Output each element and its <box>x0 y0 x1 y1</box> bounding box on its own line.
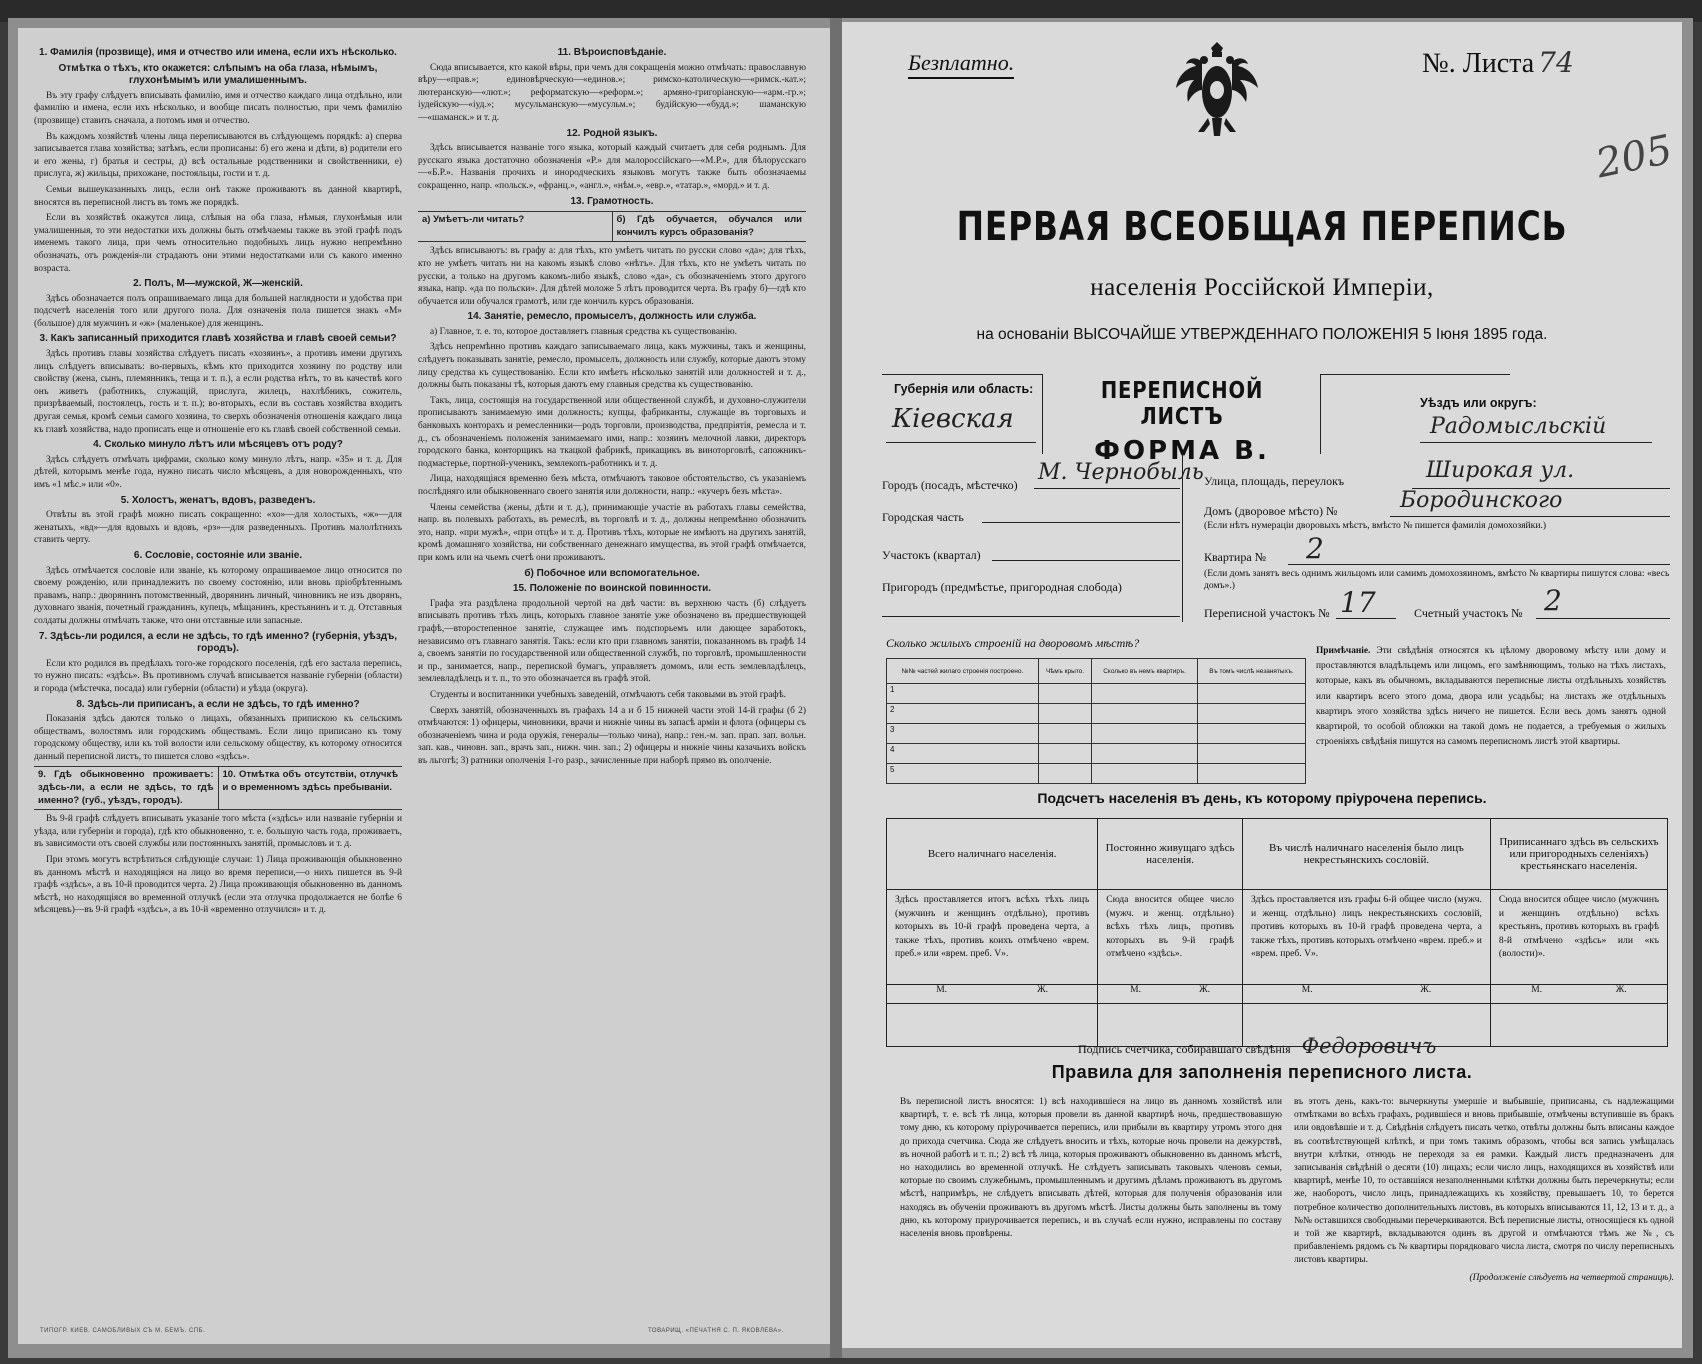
buildings-header-vacant: Въ томъ числѣ незанятыхъ. <box>1197 659 1305 684</box>
pop-desc-total: Здѣсь проставляется итогъ всѣхъ тѣхъ лицъ (мужчинъ и женщинъ отдѣльно), противъ которыхъ въ 10-й графѣ проведена черта, а также тѣхъ, противъ коихъ отмѣчено «врем. преб.» или «врем. преб. V». <box>887 890 1098 985</box>
buildings-header-apartments: Сколько въ немъ квартиръ. <box>1092 659 1198 684</box>
schetny-value: 2 <box>1544 584 1562 617</box>
pop-header-non-peasant: Въ числѣ наличнаго населенія было лицъ некрестьянскихъ сословій. <box>1242 819 1490 890</box>
section-heading: 6. Сословіе, состояніе или званіе. <box>133 549 303 561</box>
buildings-row-number: 5 <box>887 764 1039 784</box>
perepis-uchastok-underline <box>1336 618 1396 619</box>
uezd-underline <box>1420 442 1652 443</box>
instruction-paragraph: Въ 9-й графѣ слѣдуетъ вписывать указаніе того мѣста («здѣсь» или названіе губерніи и уѣзда, или губерніи и города), гдѣ кто обыкновенно, т. е. большую часть года, проживаетъ, въ зависимости отъ своей службы или постоянныхъ занятій, промысловъ и т. д. <box>34 814 402 850</box>
buildings-row-number: 1 <box>887 684 1039 704</box>
section-heading: 4. Сколько минуло лѣтъ или мѣсяцевъ отъ роду? <box>93 439 343 451</box>
instruction-paragraph: Студенты и воспитанники учебныхъ заведеній, отмѣчаютъ себя таковыми въ этой графѣ. <box>430 689 786 700</box>
gorod-underline <box>1034 488 1180 489</box>
census-legal-basis: на основаніи ВЫСОЧАЙШЕ УТВЕРЖДЕННАГО ПОЛОЖЕНІЯ 5 Іюня 1895 года. <box>976 326 1548 343</box>
section-heading: 1. Фамилія (прозвище), имя и отчество или имена, если ихъ нѣсколько. <box>39 47 397 58</box>
uchastok-label: Участокъ (квартал) <box>882 548 981 562</box>
kvartira-label: Квартира № <box>1204 550 1267 564</box>
rules-text-left: Въ переписной листъ вносятся: 1) всѣ находившіеся на лицо въ данномъ хозяйствѣ или квартирѣ, т. е. всѣ тѣ лица, которыя провели въ данной квартирѣ ночь, предшествовавшую тому дню, къ которому пріурочивается перепись, или прибыли въ квартиру утромъ этого дня до прихода счетчика. Сюда же слѣдуетъ вносить и тѣхъ, которые ночь провели на дежурствѣ, въ ночной работѣ и т. п.; 2) всѣ тѣ лица, которыя проживаютъ обыкновенно въ данномъ мѣстѣ, но находились во временной отлучкѣ. Не слѣдуетъ записывать таковыхъ членовъ семьи, которые по своимъ служебнымъ, промышленнымъ и другимъ дѣламъ проживаютъ въ другомъ мѣстѣ, напримѣръ, не слѣдуетъ вписывать дѣтей, которыя для полученія образованія или находясь въ обученіи проживаютъ въ другомъ мѣстѣ. Листы должны быть заполнены въ тому дню, къ которому приурочивается перепись, и въ случаѣ если нужно, исправлены по составу населенія вновь провѣрены. <box>900 1097 1282 1240</box>
gorod-value: М. Чернобыль <box>1038 460 1204 485</box>
instructions-column-right-end <box>418 245 806 767</box>
header-rule-left <box>882 374 1042 375</box>
header-divider-left <box>1042 374 1043 454</box>
uezd-value: Радомысльскій <box>1430 414 1607 439</box>
perepis-uchastok-label: Переписной участокъ № <box>1204 606 1330 620</box>
buildings-row-number: 4 <box>887 744 1039 764</box>
instruction-paragraph: Сверхъ занятій, обозначенныхъ въ графахъ 14 а и б 15 нижней части этой 14-й графы (б 2) отмѣчаются: 1) офицеры, чиновники, врачи и нижніе чины въ запасѣ арміи и флота (офицеры съ обозначеніемъ чина и рода оружія, генералы—только чина), напр.: ген.-м. зап. прап. зап. вольн. зап. кав., чиновн. зап., врачъ зап., нижн. чин. зап.; 2) офицеры и нижніе чины казачьихъ войскъ въ льготѣ; 3) ратники ополченія 1-го разр., зачисленные при наборѣ прямо въ ополченіе. <box>418 705 806 766</box>
section-heading: 14. Занятіе, ремесло, промыселъ, должность или служба. <box>467 311 757 323</box>
table-row <box>887 744 1306 764</box>
instruction-paragraph: Если кто родился въ предѣлахъ того-же городского поселенія, гдѣ его застала перепись, то нужно писать: «здѣсь». Въ противномъ случаѣ вписывается названіе губерніи (области) и города (мѣстечка, посада) или губерніи (области) и уѣзда (округа). <box>34 658 402 694</box>
section-heading: 7. Здѣсь-ли родился, а если не здѣсь, то гдѣ именно? (губернія, уѣздъ, городъ). <box>38 630 398 655</box>
instruction-paragraph: Графа эта раздѣлена продольной чертой на двѣ части: въ верхнюю часть (б) слѣдуетъ вписывать противъ тѣхъ лицъ, которыхъ главное занятіе уже обозначено въ предшествующей графѣ,—второстепенное занятіе, служащее имъ подспорьемъ или дающее заработокъ, независимо отъ главнаго занятія. Такъ: если кто при главномъ занятіи, показанномъ въ графѣ 14 а, своемъ занятіи по государственной или общественной службѣ, по торговлѣ, промышленности и пр., занимается, напр., перепиской бумагъ, управляетъ домомъ, или есть землевладѣлецъ, землевладѣлецъ и т. п., то это обозначается въ графѣ этой. <box>418 598 806 685</box>
guberniya-underline <box>886 442 1036 443</box>
pop-sex-cols: М. Ж. <box>1098 985 1243 1004</box>
rules-title: Правила для заполненія переписного листа. <box>1051 1062 1473 1082</box>
question-13a-heading: а) Умѣетъ-ли читать? <box>422 214 525 226</box>
pop-header-peasant: Приписаннаго здѣсь въ сельскихъ или пригородныхъ селеніяхъ) крестьянскаго населенія. <box>1490 819 1667 890</box>
dom-note: (Если нѣтъ нумераціи дворовыхъ мѣстъ, вмѣсто № пишется фамилія домохозяйки.) <box>1204 520 1547 531</box>
table-row <box>887 764 1306 784</box>
instruction-paragraph: Если въ хозяйствѣ окажутся лица, слѣпыя на оба глаза, нѣмыя, глухонѣмыя или умалишенныя, то эти недостатки ихъ должны быть отмѣчаемы также въ этой графѣ подъ именемъ такого лица, при чемъ относительно подобныхъ лицъ нужно непремѣнно обозначать, отъ рожденія-ли страдаютъ они этими недостатками или съ какого именно возраста. <box>34 213 402 274</box>
rules-continuation-note: (Продолженіе слѣдуетъ на четвертой страницѣ). <box>1469 1272 1674 1283</box>
instruction-paragraph: Здѣсь отмѣчается сословіе или званіе, къ которому опрашиваемое лицо относится по своему рожденію, или принадлежитъ по своему состоянію, или вновь пріобрѣтеннымъ правамъ, напр.: дворянинъ потомственный, дворянинъ личный, чиновникъ не изъ дворянъ, духовнаго званія, почетный гражданинъ, купецъ, мѣщанинъ, крестьянинъ и т. д. Отставныя солдаты должны отмѣчать также, что они отставные или запасные. <box>34 565 402 626</box>
section-heading: б) Побочное или вспомогательное. <box>524 567 700 579</box>
instruction-paragraph: Такъ, лица, состоящія на государственной или общественной службѣ, и духовно-служители прописываютъ занимаемую ими должность; купцы, фабриканты, служащіе въ торговыхъ и банковыхъ конторахъ и ремесленники—родъ торговли, производства, предпріятія, ремесла и т. д., съ обозначеніемъ положенія занимаемаго ими, напр.: хозяинъ мелочной лавки, директоръ городского банка, конторщикъ на ткацкой фабрикѣ, прикащикъ въ виноторговлѣ, сапожникъ-подмастерье, портной-ученикъ, землекопъ-работникъ и т. д. <box>418 395 806 469</box>
table-row <box>887 704 1306 724</box>
signature-value: Федоровичъ <box>1301 1034 1437 1058</box>
dom-underline <box>1390 516 1670 517</box>
pop-header-total: Всего наличнаго населенія. <box>887 819 1098 890</box>
section-heading: 5. Холостъ, женатъ, вдовъ, разведенъ. <box>120 494 316 506</box>
buildings-note-title: Примѣчаніе. <box>1316 646 1371 656</box>
chast-label: Городская часть <box>882 510 964 524</box>
buildings-note-text: Эти свѣдѣнія относятся къ цѣлому дворовому мѣсту или дому и проставляются владѣльцемъ или лицомъ, его замѣняющимъ, только на тѣхъ листахъ, которые, какъ въ обычномъ, вкладываются переписные листы отдѣльныхъ хозяйствъ или квартиръ всего этого дома, двора или усадьбы; на листахъ же отдѣльныхъ квартиръ этого хозяйства здѣсь ничего не пишется. Если весь домъ занятъ одной квартирой, то особой обложки на такой домъ не подается, а требуемыя о жилыхъ строеніяхъ свѣдѣнія пишутся на самомъ переписномъ листѣ этой квартиры. <box>1316 646 1667 748</box>
question-13b-heading: б) Гдѣ обучается, обучался или кончилъ курсъ образованія? <box>612 212 807 241</box>
population-count-table <box>886 818 1668 1047</box>
uezd-label: Уѣздъ или округъ: <box>1420 396 1537 410</box>
instructions-column-left-end <box>34 813 402 917</box>
prigorod-label: Пригородъ (предмѣстье, пригородная слобода) <box>882 580 1122 594</box>
header-rule-right <box>1320 374 1510 375</box>
population-count-title: Подсчетъ населенія въ день, къ которому пріурочена перепись. <box>1037 790 1487 806</box>
instruction-paragraph: Здѣсь вписывается названіе того языка, который каждый считаетъ для себя роднымъ. Для русскаго языка достаточно обозначенія «Р.» для малороссійскаго—«М.Р.», для бѣлорусскаго—«Б.Р.». Названія прочихъ и инородческихъ языковъ могутъ также быть обозначаемы сокращенно, напр. «польск.», «франц.», «англ.», «нѣм.», «евр.», «татар.», «морд.» и т. д. <box>418 143 806 191</box>
double-headed-eagle-emblem <box>1172 40 1262 150</box>
table-row <box>887 724 1306 744</box>
signature-label: Подпись счетчика, собиравшаго свѣдѣнія <box>1078 1042 1291 1056</box>
census-form-page <box>842 22 1682 1348</box>
buildings-question: Сколько жилыхъ строеній на дворовомъ мѣстѣ? <box>886 636 1140 650</box>
instruction-paragraph: Лица, находящіяся временно безъ мѣста, отмѣчаютъ таковое обстоятельство, съ указаніемъ послѣдняго или обыкновеннаго своего занятія или должности, напр.: «кучеръ безъ мѣста». <box>418 474 806 497</box>
form-title: ПЕРЕПИСНОЙ ЛИСТЪ <box>1100 378 1264 430</box>
question-13-subheader <box>418 211 806 242</box>
book-gutter <box>830 18 842 1358</box>
instruction-paragraph: Отвѣты въ этой графѣ можно писать сокращенно: «хо»—для холостыхъ, «ж»—для женатыхъ, «вд»—для вдовыхъ и вдовъ, «рз»—для разведенныхъ. Противъ малолѣтнихъ ставить черту. <box>34 510 402 546</box>
pop-entry-total <box>887 1004 1098 1047</box>
buildings-row-number: 2 <box>887 704 1039 724</box>
sheet-number-label: №. Листа <box>1422 48 1535 79</box>
instructions-column-left-start <box>34 47 402 763</box>
instruction-paragraph: Здѣсь вписываютъ: въ графу а: для тѣхъ, кто умѣетъ читать по русски слово «да»; для тѣхъ, кто не умѣетъ читать ни на какомъ языкѣ слово «нѣтъ». Для тѣхъ, кто не умѣетъ читать по русски, а только на другомъ какомъ-либо языкѣ, слово «да», съ обозначеніемъ этого другого языка, напр. «да по польски». Для дѣтей моложе 5 лѣтъ проводится черта. Въ графу б)—гдѣ кто обучается или обучался грамотѣ, или где кончилъ курсъ образованія. <box>418 246 806 307</box>
instruction-paragraph: Въ каждомъ хозяйствѣ члены лица переписываются въ слѣдующемъ порядкѣ: а) сперва записывается глава хозяйства; затѣмъ, если прописаны: б) его жена и дѣти, в) родители его и его жены, г) братья и сестры, д) всѣ остальные родственники и свойственники, е) прислуга, ж) жильцы, прихожане, постояльцы, гости и т. д. <box>34 131 402 180</box>
instruction-paragraph: Члены семейства (жены, дѣти и т. д.), принимающіе участіе въ работахъ главы семейства, напр. въ полевыхъ работахъ, въ ремеслѣ, въ торговлѣ и т. д., должны непремѣнно обозначить это, напр. «при мужѣ», «при отцѣ» и т. д. Противъ тѣхъ, которые не имѣютъ на другихъ занятій, кромѣ домашняго хозяйства, ни собственнаго денежнаго имущества, въ этой графѣ отмѣчается, при комъ или на чьемъ счетѣ они проживаютъ. <box>418 502 806 563</box>
uchastok-underline <box>992 560 1180 561</box>
printer-imprint-left: ТИПОГР. КИЕВ. САМОБЛИВЫХ СЪ М. БЕМЪ. СПБ. <box>40 1328 206 1334</box>
gorod-label: Городъ (посадъ, мѣстечко) <box>882 478 1018 492</box>
buildings-header-roof: Чѣмъ крыто. <box>1038 659 1091 684</box>
instruction-paragraph: а) Главное, т. е. то, которое доставляетъ главныя средства къ существованію. <box>430 326 737 337</box>
counter-signature <box>1078 1034 1436 1058</box>
sheet-number-value: 74 <box>1538 46 1574 79</box>
instruction-paragraph: Сюда вписывается, кто какой вѣры, при чемъ для сокращенія можно отмѣчать: православную вѣру—«прав.»; единовѣрческую—«единов.»; римско-католическую—«римск.-кат.»; лютеранскую—«лют.»; реформатскую—«реформ.»; армяно-григоріанскую—«арм.-гр.»; іудейскую—«іуд.»; мусульманскую—«мусульм.»; будійскую—«будд.»; шаманскую—«шаманск.» и т. д. <box>418 62 806 123</box>
section-heading: Отмѣтка о тѣхъ, кто окажется: слѣпымъ на оба глаза, нѣмымъ, глухонѣмымъ или умалишеннымъ. <box>58 62 378 87</box>
chast-underline <box>982 522 1180 523</box>
dom-value: Бородинского <box>1400 488 1563 513</box>
buildings-header-parts: №№ частей жилаго строенія построено. <box>887 659 1039 684</box>
buildings-note <box>1316 644 1666 750</box>
question-10-heading: 10. Отмѣтка объ отсутствіи, отлучкѣ и о временномъ здѣсь пребываніи. <box>218 767 403 809</box>
header-divider-right <box>1320 374 1321 454</box>
section-heading: 12. Родной языкъ. <box>566 127 658 139</box>
section-heading: 8. Здѣсь-ли приписанъ, а если не здѣсь, то гдѣ именно? <box>76 698 360 710</box>
sheet-number <box>1422 46 1574 80</box>
instructions-column-right <box>418 44 806 770</box>
buildings-row-number: 3 <box>887 724 1039 744</box>
free-of-charge-label: Безплатно. <box>908 50 1014 79</box>
section-heading: 13. Грамотность. <box>570 195 654 207</box>
section-heading: 3. Какъ записанный приходится главѣ хозяйства и главѣ своей семьи? <box>39 333 397 345</box>
instruction-paragraph: Здѣсь противъ главы хозяйства слѣдуетъ писать «хозяинъ», а противъ имени другихъ лицъ слѣдуетъ вписывать: во-первыхъ, кѣмъ кто приходится хозяину по родству или свойству (жена, сынъ, племянникъ, теща и т. п.), а если родства нѣтъ, то въ качествѣ кого онъ живетъ (работникъ, служащій, прислуга, жилецъ, нахлѣбникъ, сожитель, призрѣваемый, постоялецъ, гость и т. п.); во-вторыхъ, если въ составъ хозяйства входитъ другая семья, кромѣ семьи самого хозяина, то сверхъ обозначенія отношенія каждаго лица къ главѣ хозяйства, надо прописать еще и отношеніе его къ главѣ своей собственной семьи. <box>34 349 402 435</box>
rules-text-right-body: въ этотъ день, какъ-то: вычеркнуты умершіе и выбывшіе, приписаны, съ надлежащими отмѣтками во всѣхъ графахъ, родившіеся и вновь прибывшіе, отмѣчены вступившіе въ бракъ или овдовѣвшіе и т. д. Свѣдѣнія слѣдуетъ писать четко, отвѣты должны быть вписаны каждое въ соотвѣтствующей клѣткѣ, и при томъ такимъ образомъ, чтобы вся запись умѣщалась внутри клѣтки, отнюдь не переходя за ея рамки. Каждый листъ предназначенъ для записыванія свѣдѣній о десяти (10) лицахъ; если число лицъ, находящихся въ хозяйствѣ или квартирѣ, менѣе 10, то оставшіяся незаполненными клѣтки должны быть перечеркнуты; если же, наоборотъ, число лицъ, принадлежащихъ къ хозяйству, превышаетъ 10, то берется потребное количество дополнительныхъ листовъ, въ которыхъ вписываются 11, 12, 13 и т. д., а №№ оставшихся свободными перечеркиваются. Всѣ переписные листы, относящіеся къ одной и той же квартирѣ, вкладываются одинъ въ другой и отмѣчаются тѣмъ же №, съ прибавленіемъ рядомъ съ № квартиры порядковаго числа листа, смотря по числу переписныхъ листовъ квартиры. <box>1294 1097 1674 1266</box>
instruction-paragraph: Показанія здѣсь даются только о лицахъ, обязанныхъ припискою къ сельскимъ обществамъ, волостямъ или городскимъ обществамъ. Если лицо приписано къ тому городскому обществу, или къ той волости или сельскому обществу, къ которому относится данный переписной листъ, то пишется слово «здѣсь». <box>34 714 402 762</box>
section-heading: 15. Положеніе по воинской повинности. <box>512 583 712 595</box>
pop-desc-permanent: Сюда вносится общее число (мужч. и женщ. отдѣльно) всѣхъ тѣхъ лицъ, противъ которыхъ въ 9-й графѣ отмѣчено «здѣсь». <box>1098 890 1243 985</box>
pop-desc-peasant: Сюда вносится общее число (мужчинъ и женщинъ отдѣльно) всѣхъ крестьянъ, противъ которыхъ въ графѣ 8-й отмѣчено «здѣсь» или «къ (волости)». <box>1490 890 1667 985</box>
rules-text-right <box>1294 1096 1674 1285</box>
dom-label: Домъ (дворовое мѣсто) № <box>1204 504 1338 518</box>
section-heading: 11. Вѣроисповѣданіе. <box>557 47 667 58</box>
instruction-paragraph: Здѣсь обозначается полъ опрашиваемаго лица для большей наглядности и удобства при подсчетѣ населенія того или другого пола. Для означенія пола пишется знакъ «М» (большое) для мужчинъ и «ж» (маленькое) для женщинъ. <box>34 293 402 329</box>
census-main-title: ПЕРВАЯ ВСЕОБЩАЯ ПЕРЕПИСЬ <box>956 204 1568 250</box>
guberniya-value: Кіевская <box>892 404 1014 434</box>
instruction-paragraph: Въ эту графу слѣдуетъ вписывать фамилію, имя и отчество каждаго лица отдѣльно, или фамилію и имена, если ихъ нѣсколько, и вообще писать полностью, при чемъ фамилію (прозвище) ставить сначала, а потомъ имя и отчество. <box>34 90 402 126</box>
schetny-underline <box>1536 618 1670 619</box>
pop-sex-cols: М. Ж. <box>887 985 1098 1004</box>
pop-entry-peasant <box>1490 1004 1667 1047</box>
questions-9-10-header <box>34 766 402 810</box>
section-heading: 2. Полъ, М—мужской, Ж—женскій. <box>133 278 303 290</box>
archive-number: 205 <box>1592 126 1677 188</box>
census-subtitle: населенія Россійской Имперіи, <box>1090 274 1434 301</box>
pop-sex-cols: М. Ж. <box>1242 985 1490 1004</box>
pop-header-permanent: Постоянно живущаго здѣсь населенія. <box>1098 819 1243 890</box>
instructions-page <box>18 28 830 1344</box>
question-9-heading: 9. Гдѣ обыкновенно проживаетъ: здѣсь-ли, а если не здѣсь, то гдѣ именно? (губ., уѣздъ, городъ). <box>38 769 214 806</box>
pop-sex-cols: М. Ж. <box>1490 985 1667 1004</box>
kvartira-underline <box>1288 564 1670 565</box>
instruction-paragraph: Здѣсь непремѣнно противъ каждаго записываемаго лица, какъ мужчины, такъ и женщины, слѣдуетъ показывать занятіе, ремесло, промыселъ, должность или службу, которые даютъ этому лицу средства къ существованію. Если кто имѣетъ нѣсколько занятій или должностей и т. д., должны быть показаны тѣ, которыя даютъ ему главныя средства къ существованію. <box>418 342 806 391</box>
table-row <box>887 684 1306 704</box>
instructions-column-right-start <box>418 47 806 208</box>
kvartira-note: (Если домъ занятъ весь однимъ жильцомъ или самимъ домохозяиномъ, вмѣсто № квартиры пишутся слова: «весь домъ».) <box>1204 568 1670 591</box>
perepis-uchastok-value: 17 <box>1340 586 1376 619</box>
prigorod-underline <box>882 616 1180 617</box>
pop-desc-non-peasant: Здѣсь проставляется изъ графы 6-й общее число (мужч. и женщ. отдѣльно) лицъ некрестьянскихъ сословій, противъ которыхъ въ 10-й графѣ проведена черта, а также тѣхъ, противъ которыхъ отмѣчено «врем. преб.» и «врем. преб. V». <box>1242 890 1490 985</box>
instruction-paragraph: Здѣсь слѣдуетъ отмѣчать цифрами, сколько кому минуло лѣтъ, напр. «35» и т. д. Для дѣтей, которымъ менѣе года, нужно писать число мѣсяцевъ, а для новорожденныхъ, что имъ «1 мѣс.» или «0». <box>34 454 402 490</box>
form-code: ФОРМА В. <box>1094 436 1270 466</box>
street-label: Улица, площадь, переулокъ <box>1204 474 1345 488</box>
address-divider <box>1182 454 1183 622</box>
printer-imprint-right: ТОВАРИЩ. «ПЕЧАТНЯ С. П. ЯКОВЛЕВА». <box>648 1328 784 1334</box>
instruction-paragraph: Семьи вышеуказанныхъ лицъ, если онѣ также проживаютъ въ данной квартирѣ, вносятся въ переписной листъ въ томъ же порядкѣ. <box>34 184 402 208</box>
guberniya-label: Губернія или область: <box>894 382 1034 396</box>
instructions-column-left <box>34 44 402 920</box>
schetny-label: Счетный участокъ № <box>1414 606 1523 620</box>
kvartira-value: 2 <box>1306 532 1324 565</box>
instruction-paragraph: При этомъ могутъ встрѣтиться слѣдующіе случаи: 1) Лица проживающія обыкновенно въ данномъ мѣстѣ и находящіяся на лицо во время переписи,—о нихъ пишется въ 9-й графѣ «здѣсь», а въ 10-й проводится черта. 2) Лица проживающія обыкновенно въ данномъ мѣстѣ, но находящіяся во временной отлучкѣ (если эта отлучка продолжается не болѣе 6 мѣсяцевъ)—въ 9-й графѣ «здѣсь», а въ 10-й «временно отлучился» и т. д. <box>34 855 402 916</box>
street-value: Широкая ул. <box>1426 458 1575 483</box>
buildings-table <box>886 658 1306 784</box>
form-title-block <box>1062 378 1302 466</box>
